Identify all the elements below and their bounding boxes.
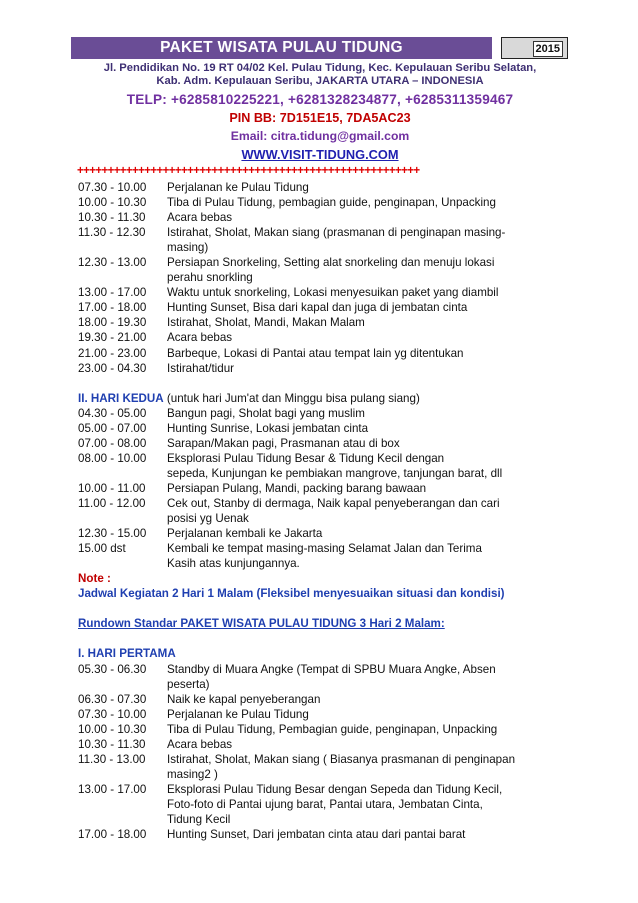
- row-activity: Cek out, Stanby di dermaga, Naik kapal penyeberangan dan cari: [167, 496, 500, 510]
- day1-3d-schedule: [78, 662, 578, 843]
- day1-schedule: [78, 180, 578, 376]
- row-activity: Perjalanan ke Pulau Tidung: [167, 707, 309, 721]
- address-line-1: Jl. Pendidikan No. 19 RT 04/02 Kel. Pulau Tidung, Kec. Kepulauan Seribu Selatan,: [103, 62, 537, 74]
- row-time: 10.00 - 10.30: [78, 722, 147, 736]
- row-activity: peserta): [167, 677, 210, 691]
- rundown-title: Rundown Standar PAKET WISATA PULAU TIDUNG 3 Hari 2 Malam:: [78, 617, 445, 631]
- schedule-row: [78, 225, 578, 240]
- row-time: 11.30 - 12.30: [78, 226, 146, 240]
- row-activity: Naik ke kapal penyeberangan: [167, 692, 321, 706]
- day2-heading-title: II. HARI KEDUA: [78, 391, 164, 405]
- row-time: 10.30 - 11.30: [78, 737, 146, 751]
- schedule-row: [78, 737, 578, 752]
- schedule-row: [78, 511, 578, 526]
- row-activity: Eksplorasi Pulau Tidung Besar dengan Sepeda dan Tidung Kecil,: [167, 782, 503, 796]
- plus-divider: ++++++++++++++++++++++++++++++++++++++++++++++++++++++++: [77, 165, 420, 177]
- day2-heading-note: (untuk hari Jum'at dan Minggu bisa pulang siang): [163, 391, 420, 405]
- website-link[interactable]: WWW.VISIT-TIDUNG.COM: [241, 147, 399, 162]
- phone-numbers: TELP: +6285810225221, +6281328234877, +6285311359467: [126, 92, 514, 107]
- row-time: 07.00 - 08.00: [78, 436, 147, 450]
- row-time: 04.30 - 05.00: [78, 406, 147, 420]
- schedule-row: [78, 285, 578, 300]
- row-activity: Kembali ke tempat masing-masing Selamat Jalan dan Terima: [167, 542, 482, 556]
- schedule-row: [78, 451, 578, 466]
- row-time: 12.30 - 13.00: [78, 256, 147, 270]
- year-box: [501, 37, 568, 59]
- row-activity: Sarapan/Makan pagi, Prasmanan atau di box: [167, 436, 400, 450]
- schedule-row: [78, 466, 578, 481]
- row-activity: Acara bebas: [167, 211, 233, 225]
- row-activity: masing2 ): [167, 767, 218, 781]
- row-activity: Istirahat, Sholat, Makan siang (prasmanan di penginapan masing-: [167, 226, 506, 240]
- row-activity: Acara bebas: [167, 331, 233, 345]
- row-time: 23.00 - 04.30: [78, 361, 147, 375]
- row-time: 05.30 - 06.30: [78, 662, 147, 676]
- row-activity: Kasih atas kunjungannya.: [167, 557, 300, 571]
- schedule-row: [78, 240, 578, 255]
- schedule-row: [78, 526, 578, 541]
- note-label: Note :: [78, 572, 111, 586]
- row-time: 10.00 - 10.30: [78, 196, 147, 210]
- schedule-row: [78, 270, 578, 285]
- schedule-row: [78, 195, 578, 210]
- row-activity: posisi yg Uenak: [167, 512, 249, 526]
- row-activity: Persiapan Snorkeling, Setting alat snorkeling dan menuju lokasi: [167, 256, 495, 270]
- schedule-row: [78, 481, 578, 496]
- schedule-row: [78, 556, 578, 571]
- row-time: 07.30 - 10.00: [78, 181, 147, 194]
- day2-schedule: [78, 406, 578, 572]
- row-activity: sepeda, Kunjungan ke pembiakan mangrove, tanjungan barat, dll: [167, 466, 503, 480]
- row-activity: Foto-foto di Pantai ujung barat, Pantai utara, Jembatan Cinta,: [167, 797, 483, 811]
- row-activity: Hunting Sunset, Bisa dari kapal dan juga di jembatan cinta: [167, 301, 468, 315]
- row-time: 06.30 - 07.30: [78, 692, 147, 706]
- row-time: 12.30 - 15.00: [78, 527, 147, 541]
- row-time: 15.00 dst: [78, 542, 126, 556]
- schedule-row: [78, 330, 578, 345]
- schedule-row: [78, 361, 578, 376]
- note-text: Jadwal Kegiatan 2 Hari 1 Malam (Fleksibel menyesuaikan situasi dan kondisi): [78, 587, 505, 601]
- document-title: PAKET WISATA PULAU TIDUNG: [71, 37, 492, 59]
- schedule-row: [78, 346, 578, 361]
- row-time: 19.30 - 21.00: [78, 331, 147, 345]
- schedule-row: [78, 797, 578, 812]
- schedule-row: [78, 496, 578, 511]
- schedule-row: [78, 300, 578, 315]
- address-line-2: Kab. Adm. Kepulauan Seribu, JAKARTA UTARA – INDONESIA: [156, 75, 484, 87]
- row-activity: Tiba di Pulau Tidung, Pembagian guide, penginapan, Unpacking: [167, 722, 498, 736]
- schedule-row: [78, 767, 578, 782]
- row-time: 05.00 - 07.00: [78, 421, 147, 435]
- row-activity: Persiapan Pulang, Mandi, packing barang bawaan: [167, 481, 427, 495]
- schedule-row: [78, 707, 578, 722]
- row-activity: Bangun pagi, Sholat bagi yang muslim: [167, 406, 365, 420]
- schedule-row: [78, 782, 578, 797]
- row-time: 13.00 - 17.00: [78, 782, 147, 796]
- row-time: 08.00 - 10.00: [78, 451, 147, 465]
- row-time: 13.00 - 17.00: [78, 286, 147, 300]
- day2-heading: [78, 391, 578, 406]
- row-activity: perahu snorkling: [167, 271, 253, 285]
- schedule-row: [78, 677, 578, 692]
- schedule-row: [78, 827, 578, 842]
- row-activity: Perjalanan ke Pulau Tidung: [167, 181, 309, 194]
- schedule-row: [78, 210, 578, 225]
- row-activity: masing): [167, 241, 209, 255]
- pin-bb: PIN BB: 7D151E15, 7DA5AC23: [229, 111, 411, 125]
- email-address: Email: citra.tidung@gmail.com: [230, 129, 410, 143]
- row-activity: Tidung Kecil: [167, 812, 231, 826]
- schedule-row: [78, 541, 578, 556]
- row-activity: Istirahat, Sholat, Makan siang ( Biasanya prasmanan di penginapan: [167, 752, 516, 766]
- row-time: 17.00 - 18.00: [78, 828, 147, 842]
- schedule-row: [78, 436, 578, 451]
- schedule-row: [78, 255, 578, 270]
- row-activity: Barbeque, Lokasi di Pantai atau tempat lain yg ditentukan: [167, 346, 464, 360]
- row-activity: Perjalanan kembali ke Jakarta: [167, 527, 323, 541]
- row-time: 10.30 - 11.30: [78, 211, 146, 225]
- row-time: 11.30 - 13.00: [78, 752, 146, 766]
- header-banner: [71, 37, 568, 59]
- row-time: 11.00 - 12.00: [78, 496, 146, 510]
- schedule-row: [78, 752, 578, 767]
- schedule-row: [78, 315, 578, 330]
- day1-3d-heading: I. HARI PERTAMA: [78, 647, 176, 661]
- schedule-row: [78, 812, 578, 827]
- row-activity: Waktu untuk snorkeling, Lokasi menyesuikan paket yang diambil: [167, 286, 499, 300]
- schedule-row: [78, 662, 578, 677]
- row-activity: Istirahat/tidur: [167, 361, 235, 375]
- row-activity: Hunting Sunrise, Lokasi jembatan cinta: [167, 421, 369, 435]
- row-activity: Eksplorasi Pulau Tidung Besar & Tidung Kecil dengan: [167, 451, 445, 465]
- row-activity: Tiba di Pulau Tidung, pembagian guide, penginapan, Unpacking: [167, 196, 496, 210]
- row-time: 07.30 - 10.00: [78, 707, 147, 721]
- schedule-row: [78, 421, 578, 436]
- row-activity: Hunting Sunset, Dari jembatan cinta atau dari pantai barat: [167, 828, 466, 842]
- schedule-row: [78, 692, 578, 707]
- row-time: 17.00 - 18.00: [78, 301, 147, 315]
- row-activity: Standby di Muara Angke (Tempat di SPBU Muara Angke, Absen: [167, 662, 496, 676]
- schedule-row: [78, 722, 578, 737]
- schedule-row: [78, 180, 578, 195]
- row-activity: Acara bebas: [167, 737, 233, 751]
- itinerary-content: [78, 180, 578, 842]
- row-time: 10.00 - 11.00: [78, 481, 146, 495]
- row-time: 21.00 - 23.00: [78, 346, 147, 360]
- row-time: 18.00 - 19.30: [78, 316, 147, 330]
- row-activity: Istirahat, Sholat, Mandi, Makan Malam: [167, 316, 365, 330]
- schedule-row: [78, 406, 578, 421]
- year-label: 2015: [533, 41, 563, 57]
